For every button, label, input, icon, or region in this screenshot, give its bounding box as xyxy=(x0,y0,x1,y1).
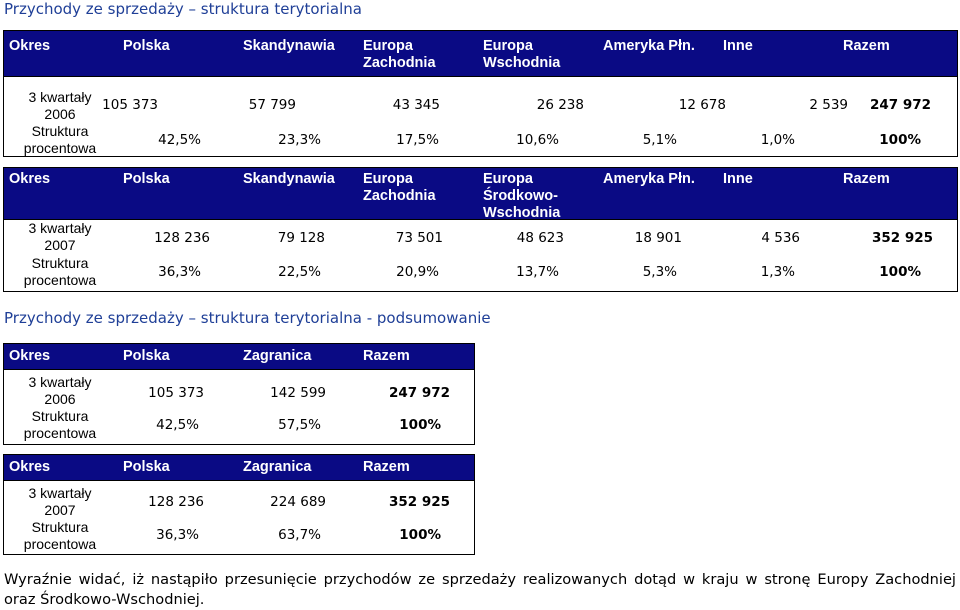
header-ameryka-pln: Ameryka Płn. xyxy=(603,171,695,187)
total-percent-cell: 100% xyxy=(879,264,921,280)
header-europa-zachodnia: Europa Zachodnia xyxy=(363,171,436,204)
header-polska: Polska xyxy=(123,459,170,475)
table-header xyxy=(4,168,957,220)
total-percent-cell: 100% xyxy=(879,132,921,148)
percent-cell: 10,6% xyxy=(516,132,559,148)
value-cell: 73 501 xyxy=(395,230,443,246)
header-skandynawia: Skandynawia xyxy=(243,38,335,54)
percent-cell: 1,0% xyxy=(760,132,795,148)
header-ameryka-pln: Ameryka Płn. xyxy=(603,38,695,54)
percent-cell: 36,3% xyxy=(158,264,201,280)
percent-cell: 5,1% xyxy=(642,132,677,148)
total-percent-cell: 100% xyxy=(399,527,441,543)
table-2006-summary xyxy=(3,343,475,445)
percent-cell: 57,5% xyxy=(278,417,321,433)
table-2006-regional xyxy=(3,30,958,157)
percent-cell: 22,5% xyxy=(278,264,321,280)
table-header xyxy=(4,31,957,77)
header-inne: Inne xyxy=(723,171,753,187)
section-title-summary: Przychody ze sprzedaży – struktura terytorialna - podsumowanie xyxy=(4,309,491,327)
value-cell: 128 236 xyxy=(148,494,204,510)
period-label: 3 kwartały 2006 xyxy=(28,89,92,122)
value-cell: 26 238 xyxy=(536,97,584,113)
table-2007-regional xyxy=(3,167,958,292)
percent-cell: 1,3% xyxy=(760,264,795,280)
value-cell: 105 373 xyxy=(102,97,158,113)
value-cell: 105 373 xyxy=(148,385,204,401)
header-skandynawia: Skandynawia xyxy=(243,171,335,187)
header-okres: Okres xyxy=(9,38,51,54)
header-okres: Okres xyxy=(9,348,51,364)
value-cell: 142 599 xyxy=(270,385,326,401)
header-razem: Razem xyxy=(363,348,410,364)
value-cell: 79 128 xyxy=(277,230,325,246)
table-header xyxy=(4,455,474,481)
value-cell: 12 678 xyxy=(678,97,726,113)
conclusion-paragraph: Wyraźnie widać, iż nastąpiło przesunięcie przychodów ze sprzedaży realizowanych dotąd w kraju w stronę Europy Zachodniej oraz Środkowo-Wschodniej. xyxy=(4,571,956,608)
header-inne: Inne xyxy=(723,38,753,54)
total-value-cell: 247 972 xyxy=(388,385,450,401)
percent-cell: 63,7% xyxy=(278,527,321,543)
percent-cell: 42,5% xyxy=(158,132,201,148)
value-cell: 4 536 xyxy=(761,230,800,246)
value-cell: 224 689 xyxy=(270,494,326,510)
table-2007-summary xyxy=(3,454,475,555)
percent-cell: 36,3% xyxy=(156,527,199,543)
header-okres: Okres xyxy=(9,171,51,187)
percent-cell: 20,9% xyxy=(396,264,439,280)
total-value-cell: 352 925 xyxy=(871,230,933,246)
value-cell: 43 345 xyxy=(392,97,440,113)
header-zagranica: Zagranica xyxy=(243,348,312,364)
structure-label: Struktura procentowa xyxy=(23,408,97,441)
percent-cell: 17,5% xyxy=(396,132,439,148)
percent-cell: 5,3% xyxy=(642,264,677,280)
structure-label: Struktura procentowa xyxy=(23,123,97,156)
structure-label: Struktura procentowa xyxy=(23,255,97,288)
header-zagranica: Zagranica xyxy=(243,459,312,475)
value-cell: 128 236 xyxy=(154,230,210,246)
header-razem: Razem xyxy=(363,459,410,475)
period-label: 3 kwartały 2007 xyxy=(28,220,92,253)
header-europa-zachodnia: Europa Zachodnia xyxy=(363,38,436,71)
section-title-regional: Przychody ze sprzedaży – struktura terytorialna xyxy=(4,0,362,18)
structure-label: Struktura procentowa xyxy=(23,519,97,552)
period-label: 3 kwartały 2006 xyxy=(28,374,92,407)
header-polska: Polska xyxy=(123,38,170,54)
percent-cell: 13,7% xyxy=(516,264,559,280)
header-europa-wschodnia: Europa Wschodnia xyxy=(483,38,561,71)
table-header xyxy=(4,344,474,370)
total-value-cell: 352 925 xyxy=(388,494,450,510)
value-cell: 2 539 xyxy=(809,97,848,113)
header-polska: Polska xyxy=(123,348,170,364)
header-europa-srodkowo-wschodnia: Europa Środkowo- Wschodnia xyxy=(483,171,561,221)
percent-cell: 23,3% xyxy=(278,132,321,148)
header-razem: Razem xyxy=(843,171,890,187)
header-okres: Okres xyxy=(9,459,51,475)
header-razem: Razem xyxy=(843,38,890,54)
value-cell: 18 901 xyxy=(634,230,682,246)
value-cell: 57 799 xyxy=(248,97,296,113)
total-percent-cell: 100% xyxy=(399,417,441,433)
percent-cell: 42,5% xyxy=(156,417,199,433)
value-cell: 48 623 xyxy=(516,230,564,246)
period-label: 3 kwartały 2007 xyxy=(28,485,92,518)
header-polska: Polska xyxy=(123,171,170,187)
total-value-cell: 247 972 xyxy=(869,97,931,113)
